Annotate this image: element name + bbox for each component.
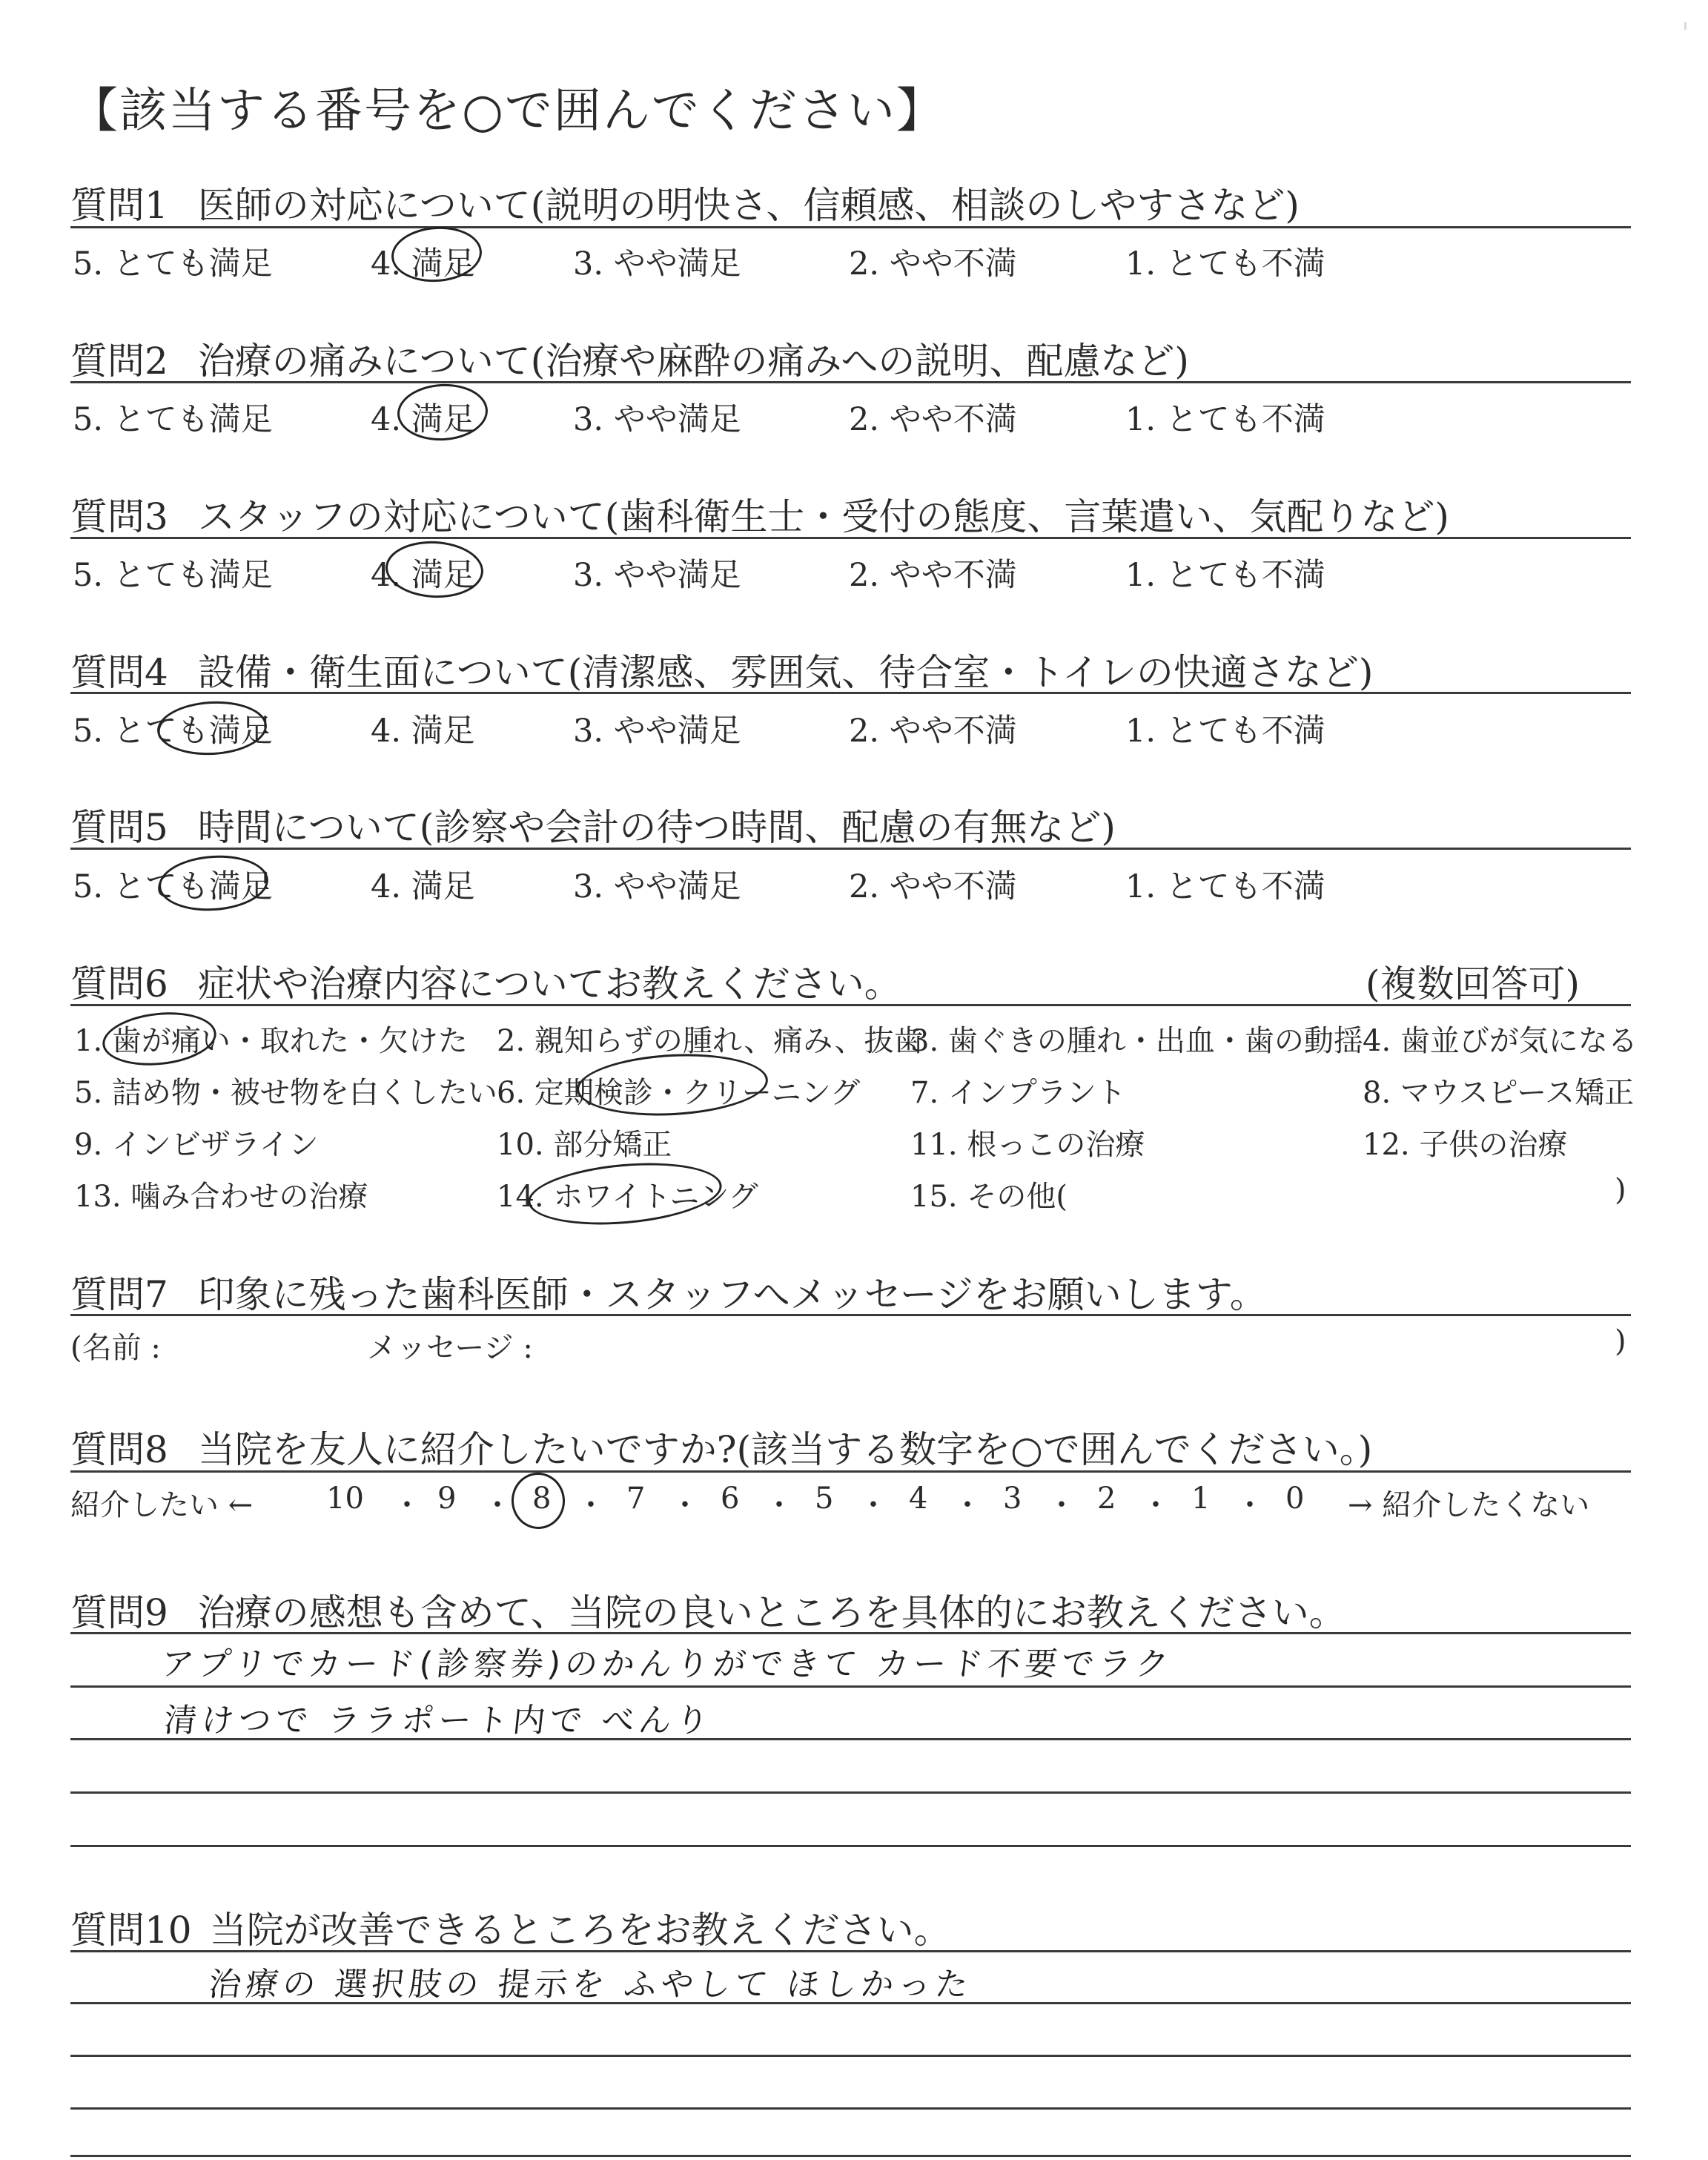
question-7-label: 質問7 xyxy=(70,1273,168,1316)
q1-option-4[interactable]: 4. 満足 xyxy=(371,245,475,283)
q7-close-paren: ) xyxy=(1615,1324,1626,1358)
question-4-label: 質問4 xyxy=(70,651,168,694)
q4-option-2[interactable]: 2. やや不満 xyxy=(849,713,1017,750)
question-8-label: 質問8 xyxy=(70,1428,168,1471)
q4-option-1[interactable]: 1. とても不満 xyxy=(1125,713,1325,750)
q6-option-1[interactable]: 1. 歯が痛い・取れた・欠けた xyxy=(74,1024,468,1058)
question-6-text: 症状や治療内容についてお教えください。 xyxy=(197,962,901,1005)
q6-option-6[interactable]: 6. 定期検診・クリーニング xyxy=(497,1076,861,1110)
question-6-label: 質問6 xyxy=(70,962,168,1005)
q4-option-4[interactable]: 4. 満足 xyxy=(371,713,475,750)
q3-option-1[interactable]: 1. とても不満 xyxy=(1125,557,1325,594)
question-4 xyxy=(70,643,1373,696)
q6-option-14[interactable]: 14. ホワイトニング xyxy=(497,1180,758,1214)
question-1-rule xyxy=(70,226,1631,228)
question-8-rule xyxy=(70,1470,1631,1473)
question-10-text: 当院が改善できるところをお教えください。 xyxy=(209,1909,951,1952)
q6-option-15[interactable]: 15. その他( xyxy=(910,1180,1068,1214)
question-6-rule xyxy=(70,1004,1631,1006)
q8-scale-9[interactable]: 9 xyxy=(437,1482,457,1516)
q6-option-5[interactable]: 5. 詰め物・被せ物を白くしたい xyxy=(74,1076,497,1110)
q2-option-2[interactable]: 2. やや不満 xyxy=(849,401,1017,438)
question-3-label: 質問3 xyxy=(70,495,168,538)
q5-option-4[interactable]: 4. 満足 xyxy=(371,868,475,905)
question-4-text: 設備・衛生面について(清潔感、雰囲気、待合室・トイレの快適さなど) xyxy=(197,651,1374,694)
q1-option-2[interactable]: 2. やや不満 xyxy=(849,245,1017,283)
question-5-label: 質問5 xyxy=(70,806,168,849)
q5-option-3[interactable]: 3. やや満足 xyxy=(573,868,741,905)
q8-sep: ・ xyxy=(670,1488,700,1522)
question-7-rule xyxy=(70,1314,1631,1316)
question-1-text: 医師の対応について(説明の明快さ、信頼感、相談のしやすさなど) xyxy=(197,184,1300,227)
question-1-label: 質問1 xyxy=(70,184,168,227)
question-3 xyxy=(70,487,1449,541)
question-10-label: 質問10 xyxy=(70,1909,192,1952)
q1-option-1[interactable]: 1. とても不満 xyxy=(1125,245,1325,283)
q2-option-4[interactable]: 4. 満足 xyxy=(371,401,475,438)
question-9-label: 質問9 xyxy=(70,1591,168,1634)
q1-option-3[interactable]: 3. やや満足 xyxy=(573,245,741,283)
question-5-rule xyxy=(70,848,1631,850)
page-title: 【該当する番号を○で囲んでください】 xyxy=(70,84,945,139)
q6-option-4[interactable]: 4. 歯並びが気になる xyxy=(1363,1024,1638,1058)
q6-option-7[interactable]: 7. インプラント xyxy=(910,1076,1126,1110)
q8-left-label: 紹介したい ← xyxy=(70,1488,254,1522)
q8-sep: ・ xyxy=(858,1488,888,1522)
q7-message-label: メッセージ : xyxy=(367,1331,533,1365)
q10-answer-line xyxy=(70,2155,1631,2157)
question-9 xyxy=(70,1583,1346,1636)
q8-sep: ・ xyxy=(953,1488,982,1522)
q10-answer-line xyxy=(70,2055,1631,2057)
q2-option-5[interactable]: 5. とても満足 xyxy=(73,401,273,438)
q3-option-2[interactable]: 2. やや不満 xyxy=(849,557,1017,594)
q8-sep: ・ xyxy=(392,1488,422,1522)
q8-scale-7[interactable]: 7 xyxy=(626,1482,646,1516)
q6-option-8[interactable]: 8. マウスピース矯正 xyxy=(1363,1076,1635,1110)
q10-answer-line xyxy=(70,2107,1631,2110)
q6-option-3[interactable]: 3. 歯ぐきの腫れ・出血・歯の動揺 xyxy=(910,1024,1363,1058)
q2-option-1[interactable]: 1. とても不満 xyxy=(1125,401,1325,438)
question-8-text: 当院を友人に紹介したいですか?(該当する数字を○で囲んでください。) xyxy=(197,1428,1373,1471)
q8-scale-10[interactable]: 10 xyxy=(326,1482,364,1516)
q8-sep: ・ xyxy=(764,1488,794,1522)
q6-option-10[interactable]: 10. 部分矯正 xyxy=(497,1128,672,1162)
q10-handwritten-answer-1: 治療の 選択肢の 提示を ふやして ほしかった xyxy=(206,1966,975,2004)
q8-scale-3[interactable]: 3 xyxy=(1003,1482,1022,1516)
q9-handwritten-answer-2: 清けつで ララポート内で べんり xyxy=(162,1702,715,1740)
q8-sep: ・ xyxy=(483,1488,512,1522)
question-7 xyxy=(70,1265,1267,1318)
q3-option-3[interactable]: 3. やや満足 xyxy=(573,557,741,594)
question-5 xyxy=(70,798,1116,851)
q2-option-3[interactable]: 3. やや満足 xyxy=(573,401,741,438)
question-7-text: 印象に残った歯科医師・スタッフへメッセージをお願いします。 xyxy=(197,1273,1267,1316)
q6-option-15-close: ) xyxy=(1615,1173,1626,1207)
q5-option-5[interactable]: 5. とても満足 xyxy=(73,868,273,905)
q7-name-label: (名前 : xyxy=(70,1331,161,1365)
question-4-rule xyxy=(70,692,1631,694)
q8-sep: ・ xyxy=(1047,1488,1076,1522)
question-6 xyxy=(70,954,901,1008)
q9-answer-line xyxy=(70,1685,1631,1688)
q8-scale-2[interactable]: 2 xyxy=(1097,1482,1116,1516)
question-2 xyxy=(70,331,1189,385)
q8-sep: ・ xyxy=(1235,1488,1265,1522)
question-3-rule xyxy=(70,537,1631,539)
q1-option-5[interactable]: 5. とても満足 xyxy=(73,245,273,283)
q6-selection-circle-14 xyxy=(526,1156,724,1232)
q6-selection-circle-1 xyxy=(100,1007,219,1071)
q9-answer-line xyxy=(70,1791,1631,1794)
question-10-rule xyxy=(70,1950,1631,1952)
q8-scale-1[interactable]: 1 xyxy=(1191,1482,1211,1516)
question-9-rule xyxy=(70,1632,1631,1634)
q6-option-9[interactable]: 9. インビザライン xyxy=(74,1128,319,1162)
q8-selection-circle xyxy=(509,1471,566,1531)
q3-option-4[interactable]: 4. 満足 xyxy=(371,557,475,594)
question-10 xyxy=(70,1900,951,1954)
q8-scale-8[interactable]: 8 xyxy=(532,1482,552,1516)
q5-option-1[interactable]: 1. とても不満 xyxy=(1125,868,1325,905)
question-3-text: スタッフの対応について(歯科衛生士・受付の態度、言葉遣い、気配りなど) xyxy=(197,495,1449,538)
q6-option-12[interactable]: 12. 子供の治療 xyxy=(1363,1128,1568,1162)
q9-answer-line xyxy=(70,1845,1631,1847)
q4-option-3[interactable]: 3. やや満足 xyxy=(573,713,741,750)
q6-option-2[interactable]: 2. 親知らずの腫れ、痛み、抜歯 xyxy=(497,1024,924,1058)
question-1 xyxy=(70,176,1300,229)
question-5-text: 時間について(診察や会計の待つ時間、配慮の有無など) xyxy=(197,806,1116,849)
q8-sep: ・ xyxy=(576,1488,606,1522)
q8-scale-6[interactable]: 6 xyxy=(721,1482,740,1516)
question-9-text: 治療の感想も含めて、当院の良いところを具体的にお教えください。 xyxy=(197,1591,1346,1634)
q8-scale-0[interactable]: 0 xyxy=(1285,1482,1305,1516)
q3-option-5[interactable]: 5. とても満足 xyxy=(73,557,273,594)
scan-edge-mark xyxy=(1684,22,1687,30)
q8-scale-4[interactable]: 4 xyxy=(909,1482,928,1516)
question-6-note: (複数回答可) xyxy=(1366,962,1580,1005)
q8-scale-5[interactable]: 5 xyxy=(815,1482,834,1516)
question-2-label: 質問2 xyxy=(70,340,168,383)
q9-handwritten-answer-1: アプリでカード(診察券)のかんりができて カード不要でラク xyxy=(159,1645,1175,1683)
q6-option-13[interactable]: 13. 噛み合わせの治療 xyxy=(74,1180,368,1214)
question-2-rule xyxy=(70,381,1631,383)
q5-option-2[interactable]: 2. やや不満 xyxy=(849,868,1017,905)
q4-option-5[interactable]: 5. とても満足 xyxy=(73,713,273,750)
question-8 xyxy=(70,1420,1372,1473)
q8-sep: ・ xyxy=(1141,1488,1171,1522)
question-2-text: 治療の痛みについて(治療や麻酔の痛みへの説明、配慮など) xyxy=(197,340,1189,383)
q8-right-label: → 紹介したくない xyxy=(1348,1488,1590,1522)
q6-option-11[interactable]: 11. 根っこの治療 xyxy=(910,1128,1145,1162)
